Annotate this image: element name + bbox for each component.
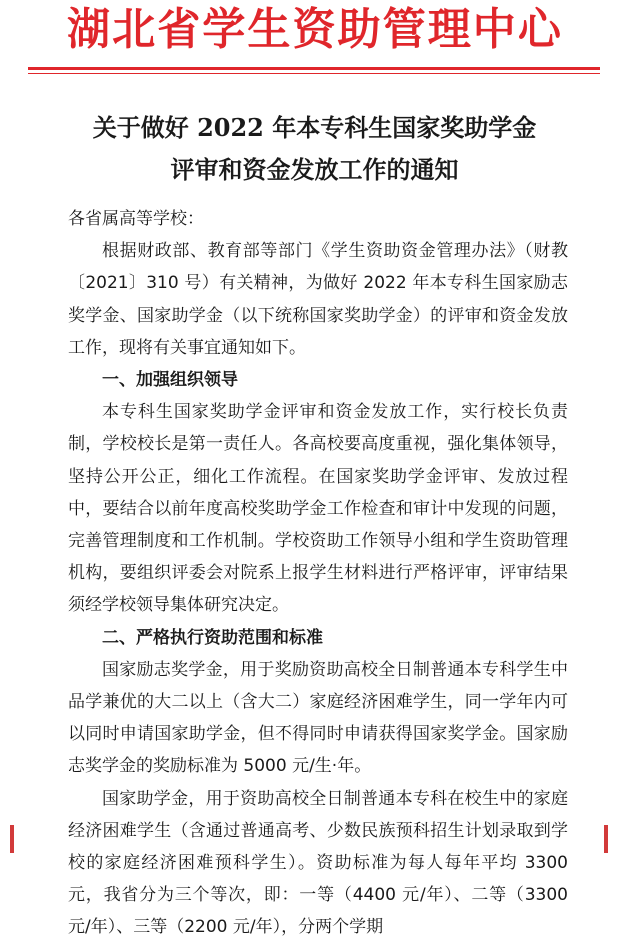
salutation: 各省属高等学校： <box>68 209 204 229</box>
masthead-rule-thick <box>28 67 600 70</box>
page-edge-mark-right <box>604 825 608 853</box>
masthead-rule-thin <box>28 73 600 74</box>
document-title-line-2: 评审和资金发放工作的通知 <box>170 155 459 184</box>
masthead <box>0 0 629 62</box>
document-title-line-1: 关于做好 2022 年本专科生国家奖助学金 <box>92 113 537 142</box>
section-2-paragraph-1: 国家励志奖学金，用于奖励资助高校全日制普通本专科学生中品学兼优的大二以上（含大二）家庭经济困难学生，同一学年内可以同时申请国家助学金，但不得同时申请获得国家奖学金。国家励志奖学金的奖励标准为 5000 元/生·年。 <box>68 659 568 777</box>
intro-paragraph: 根据财政部、教育部等部门《学生资助资金管理办法》（财教〔2021〕310 号）有关精神，为做好 2022 年本专科生国家励志奖学金、国家助学金（以下统称国家奖助学金）的评审和资金发放工作，现将有关事宜通知如下。 <box>68 241 568 358</box>
section-2-heading: 二、严格执行资助范围和标准 <box>102 627 323 648</box>
page-edge-mark-left <box>10 825 14 853</box>
section-1-paragraph: 本专科生国家奖助学金评审和资金发放工作，实行校长负责制，学校校长是第一责任人。各高校要高度重视，强化集体领导，坚持公开公正，细化工作流程。在国家奖助学金评审、发放过程中，要结合以前年度高校奖助学金工作检查和审计中发现的问题，完善管理制度和工作机制。学校资助工作领导小组和学生资助管理机构，要组织评委会对院系上报学生材料进行严格评审，评审结果须经学校领导集体研究决定。 <box>68 402 568 616</box>
section-1-heading: 一、加强组织领导 <box>102 370 238 391</box>
masthead-title: 湖北省学生资助管理中心 <box>66 4 563 55</box>
document-body <box>68 203 568 944</box>
section-2-paragraph-2: 国家助学金，用于资助高校全日制普通本专科在校生中的家庭经济困难学生（含通过普通高考、少数民族预科招生计划录取到学校的家庭经济困难预科学生）。资助标准为每人每年平均 3300 元，我省分为三个等次，即：一等（4400 元/年）、二等（3300 元/年）、三等（2200 元/年），分两个学期 <box>68 788 568 938</box>
